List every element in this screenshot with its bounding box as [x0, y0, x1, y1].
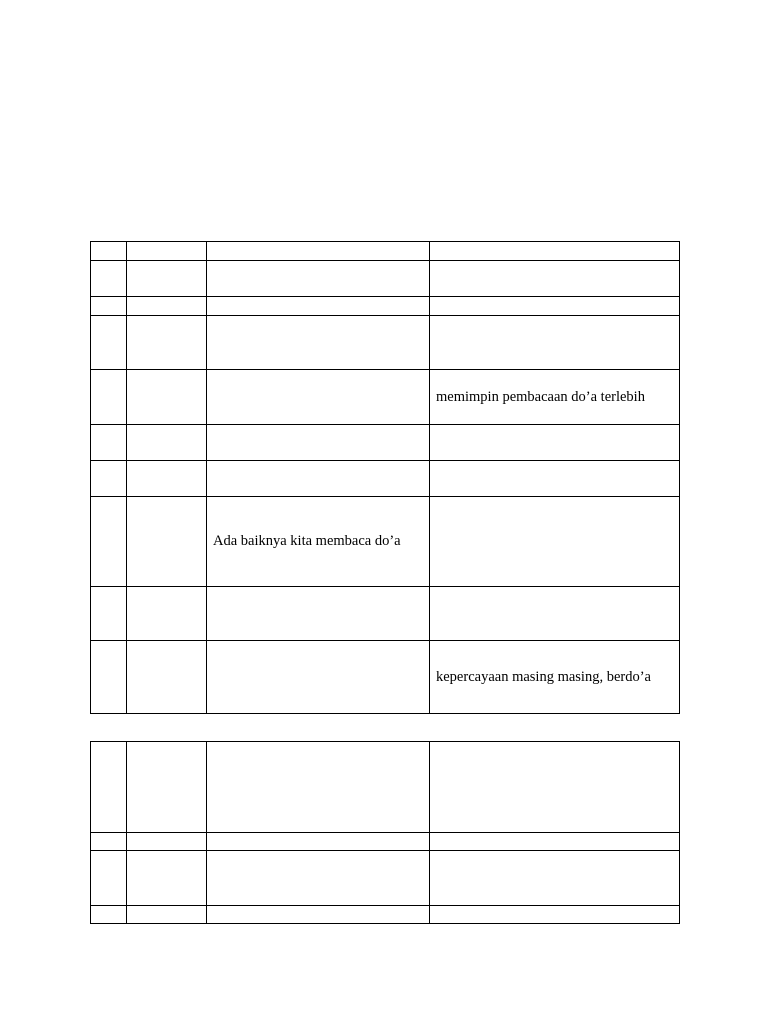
- table-cell: [127, 641, 207, 714]
- table-cell: [127, 906, 207, 924]
- table-cell-text: memimpin pembacaan do’a terlebih: [430, 370, 680, 425]
- table-cell: [127, 370, 207, 425]
- table-cell: [91, 497, 127, 587]
- table-cell: [207, 370, 430, 425]
- table-cell: [430, 425, 680, 461]
- table-cell: [207, 461, 430, 497]
- table-cell: [430, 316, 680, 370]
- table-cell: [430, 587, 680, 641]
- table-cell: [127, 297, 207, 316]
- table-cell: [430, 297, 680, 316]
- table-cell: [91, 425, 127, 461]
- table-cell: [127, 742, 207, 833]
- table-cell: [207, 641, 430, 714]
- table-cell: [207, 242, 430, 261]
- table-cell: [91, 316, 127, 370]
- table-cell-text: kepercayaan masing masing, berdo’a: [430, 641, 680, 714]
- table-cell: [91, 641, 127, 714]
- table-row: [91, 242, 680, 261]
- table-cell: [207, 425, 430, 461]
- table-cell: [91, 297, 127, 316]
- table-cell: [207, 906, 430, 924]
- table-row: [91, 425, 680, 461]
- table-cell: [207, 833, 430, 851]
- table-cell: [127, 425, 207, 461]
- table-cell: [91, 906, 127, 924]
- table-cell: [91, 587, 127, 641]
- table-cell: [207, 851, 430, 906]
- table-cell-text: Ada baiknya kita membaca do’a: [207, 497, 430, 587]
- table-cell: [430, 497, 680, 587]
- table-cell: [207, 316, 430, 370]
- table-cell: [127, 461, 207, 497]
- table-cell: [430, 906, 680, 924]
- document-table-bottom: [90, 741, 680, 924]
- table-cell: [207, 742, 430, 833]
- table-cell: [430, 461, 680, 497]
- table-cell: [91, 242, 127, 261]
- table-row: [91, 587, 680, 641]
- table-cell: [207, 261, 430, 297]
- table-row: [91, 316, 680, 370]
- table-cell: [127, 497, 207, 587]
- document-table-top: [90, 241, 680, 714]
- table-cell: [127, 261, 207, 297]
- table-row: [91, 370, 680, 425]
- table-cell: [127, 587, 207, 641]
- table-row: [91, 851, 680, 906]
- table-cell: [430, 851, 680, 906]
- table-cell: [91, 851, 127, 906]
- table-cell: [127, 833, 207, 851]
- table-cell: [91, 261, 127, 297]
- table-cell: [207, 587, 430, 641]
- table-row: [91, 742, 680, 833]
- table-cell: [207, 297, 430, 316]
- table-cell: [91, 370, 127, 425]
- table-row: [91, 906, 680, 924]
- table-cell: [127, 242, 207, 261]
- table-cell: [430, 833, 680, 851]
- table-row: [91, 261, 680, 297]
- table-row: [91, 461, 680, 497]
- table-cell: [127, 316, 207, 370]
- table-cell: [430, 242, 680, 261]
- table-row: [91, 297, 680, 316]
- table-row: [91, 497, 680, 587]
- table-row: [91, 641, 680, 714]
- table-row: [91, 833, 680, 851]
- table-cell: [430, 742, 680, 833]
- table-cell: [127, 851, 207, 906]
- table-cell: [91, 833, 127, 851]
- table-cell: [91, 742, 127, 833]
- table-cell: [91, 461, 127, 497]
- table-cell: [430, 261, 680, 297]
